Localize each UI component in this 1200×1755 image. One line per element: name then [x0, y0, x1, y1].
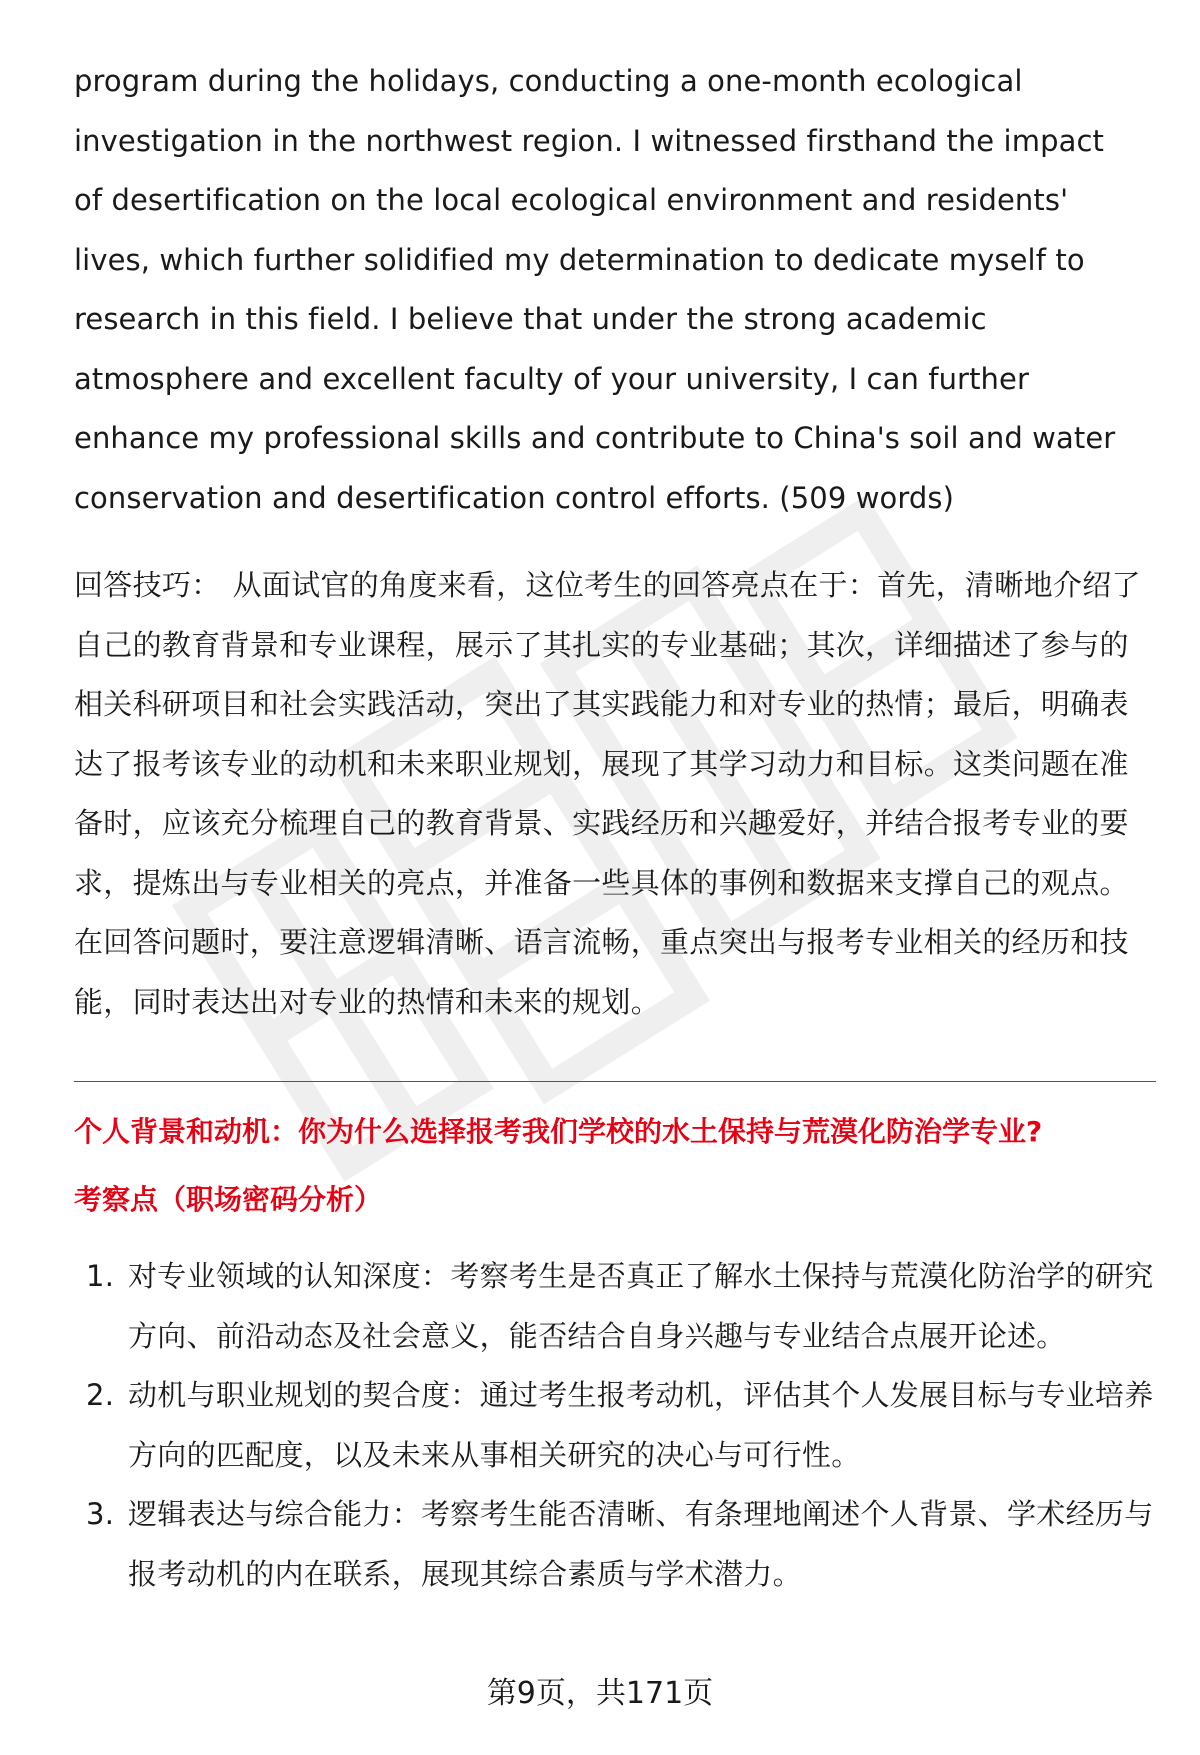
page-number-footer: 第9页，共171页	[486, 1676, 714, 1711]
list-item-number: 3.	[86, 1497, 115, 1531]
list-item	[74, 1485, 1154, 1604]
section-divider	[74, 1081, 1156, 1082]
essay-paragraph: program during the holidays, conducting a one-month ecological investigation in the northwest region. I witnessed firsthand the impact of desertification on the local ecological environment and residents' lives, which further solidified my determination to dedicate myself to research in this field. I believe that under the strong academic atmosphere and excellent faculty of your university, I can further enhance my professional skills and contribute to China's soil and water conservation and desertification control efforts. (509 words)	[74, 64, 1116, 515]
list-item-text: 逻辑表达与综合能力：考察考生能否清晰、有条理地阐述个人背景、学术经历与报考动机的内在联系，展现其综合素质与学术潜力。	[128, 1497, 1154, 1591]
question-heading: 个人背景和动机：你为什么选择报考我们学校的水土保持与荒漠化防治学专业?	[74, 1115, 1043, 1148]
assessment-points-list	[74, 1247, 1154, 1604]
list-item-number: 1.	[86, 1259, 115, 1293]
list-item-text: 动机与职业规划的契合度：通过考生报考动机，评估其个人发展目标与专业培养方向的匹配度，以及未来从事相关研究的决心与可行性。	[128, 1378, 1154, 1472]
list-item-text: 对专业领域的认知深度：考察考生是否真正了解水土保持与荒漠化防治学的研究方向、前沿动态及社会意义，能否结合自身兴趣与专业结合点展开论述。	[128, 1259, 1154, 1353]
list-item-number: 2.	[86, 1378, 115, 1412]
assessment-points-title: 考察点（职场密码分析）	[74, 1183, 383, 1216]
answer-tips-text: 从面试官的角度来看，这位考生的回答亮点在于：首先，清晰地介绍了自己的教育背景和专业课程，展示了其扎实的专业基础；其次，详细描述了参与的相关科研项目和社会实践活动，突出了其实践能力和对专业的热情；最后，明确表达了报考该专业的动机和未来职业规划，展现了其学习动力和目标。这类问题在准备时，应该充分梳理自己的教育背景、实践经历和兴趣爱好，并结合报考专业的要求，提炼出与专业相关的亮点，并准备一些具体的事例和数据来支撑自己的观点。在回答问题时，要注意逻辑清晰、语言流畅，重点突出与报考专业相关的经历和技能，同时表达出对专业的热情和未来的规划。	[74, 568, 1141, 1019]
list-item	[74, 1366, 1154, 1485]
answer-tips-label: 回答技巧：	[74, 568, 221, 602]
list-item	[74, 1247, 1154, 1366]
answer-tips	[74, 556, 1154, 1032]
